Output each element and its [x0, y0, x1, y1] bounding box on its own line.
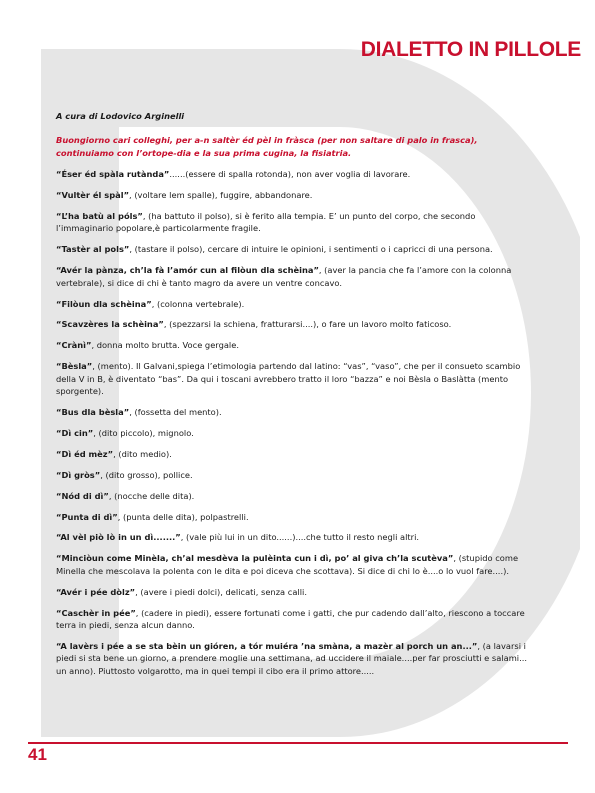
entry-term: “Vultèr él spàl”	[56, 190, 130, 201]
entry-term: “Bèsla”	[56, 361, 93, 372]
entry	[56, 318, 534, 330]
entry-term: “Nód di dì”	[56, 490, 109, 501]
entry-term: “Dì cin”	[56, 427, 94, 438]
entry-desc: , (colonna vertebrale).	[151, 298, 245, 309]
entry-desc: , (spezzarsi la schiena, fratturarsi....), o fare un lavoro molto faticoso.	[163, 319, 452, 330]
entry-desc: , (ha battuto il polso), si è ferito alla tempia. E’ un punto del corpo, che secondo l’immaginario popolare,è particolarmente fragile.	[56, 211, 476, 234]
entry	[56, 511, 534, 523]
entry	[56, 360, 534, 397]
entry	[56, 448, 534, 460]
entry-term: “Al vèl piò lò in un dì.......”	[56, 532, 181, 543]
entry-term: “Tastèr al pols”	[56, 244, 130, 255]
entry-desc: , (vale più lui in un dito......)....che tutto il resto negli altri.	[180, 532, 420, 543]
entry-desc: , (dito piccolo), mignolo.	[93, 427, 194, 438]
entry	[56, 607, 534, 632]
entry-desc: , (stupido come Minella che mescolava la polenta con le dita e poi diceva che scottava). Si dice di chi lo è....o lo vuol fare....).	[56, 553, 519, 576]
entry-term: “Avér la pànza, ch’la fà l’amór cun al filòun dla schèina”	[56, 265, 319, 276]
entry-desc: , (a lavarsi i piedi si sta bene un giorno, a prendere moglie una settimana, ad uccidere il maiale....per far prosciutti e salami... un anno). Piuttosto volgarotto, ma in quei tempi il cibo era il primo attore.....	[56, 640, 528, 676]
entry	[56, 552, 534, 577]
entry	[56, 189, 534, 201]
intro-paragraph: Buongiorno cari colleghi, per a-n saltèr éd pèl in fràsca (per non saltare di palo in frasca), continuiamo con l’ortope-dia e la sua prima cugina, la fisiatria.	[56, 135, 478, 158]
entry	[56, 640, 534, 677]
entry-desc: , (avere i piedi dolci), delicati, senza calli.	[135, 586, 307, 597]
author-line: A cura di Lodovico Arginelli	[56, 111, 185, 121]
entry-desc: , (fossetta del mento).	[129, 407, 222, 417]
entry-desc: , donna molto brutta. Voce gergale.	[91, 340, 239, 351]
article-body	[56, 110, 534, 686]
section-title: DIALETTO IN PILLOLE	[360, 38, 581, 61]
entry	[56, 339, 534, 351]
entry-term: “Avér i pée dòlz”	[56, 586, 136, 597]
page-number: 41	[28, 745, 47, 764]
entry-term: “Caschèr in pée”	[56, 607, 136, 618]
entry-desc: , (cadere in piedi), essere fortunati come i gatti, che pur cadendo dall’alto, riescono a toccare terra in piedi, senza alcun danno.	[56, 607, 525, 630]
entry-term: “L’ha batù al póls”	[56, 211, 143, 222]
entry-desc: ......(essere di spalla rotonda), non aver voglia di lavorare.	[169, 169, 411, 180]
entry	[56, 168, 534, 180]
entry	[56, 243, 534, 255]
entry-desc: , (dito medio).	[113, 448, 172, 459]
entry	[56, 469, 534, 481]
entry	[56, 427, 534, 439]
entry-desc: , (mento). Il Galvani,spiega l’etimologia partendo dal latino: “vas”, “vaso”, che per il consueto scambio della V in B, è diventato “bas”. Da qui i toscani avrebbero tratto il loro “bazza” e noi Bèsla o Baslàtta (mento sporgente).	[56, 361, 521, 397]
entry	[56, 298, 534, 310]
entry-term: “Crànì”	[56, 340, 92, 351]
entry	[56, 264, 534, 289]
entry	[56, 490, 534, 502]
entry-term: “Minciòun come Minèla, ch’al mesdèva la pulèinta cun i dì, po’ al giva ch’la scutèva”	[56, 553, 454, 564]
entry	[56, 210, 534, 235]
entry-term: “Punta di dì”	[56, 511, 118, 522]
entry	[56, 586, 534, 598]
entry-term: “Filòun dla schèina”	[56, 298, 152, 309]
entry-term: “Scavzères la schèina”	[56, 319, 164, 330]
entry-desc: , (nocche delle dita).	[108, 490, 195, 501]
entry	[56, 406, 534, 418]
entry	[56, 531, 534, 543]
entry-term: “A lavèrs i pée a se sta bèin un gióren, a tór muiéra ’na smàna, a mazèr al porch un an...”	[56, 640, 478, 651]
entry-term: “Éser éd spàla rutànda”	[56, 169, 170, 180]
entry-desc: , (voltare lem spalle), fuggire, abbandonare.	[129, 190, 313, 201]
entry-desc: , (aver la pancia che fa l’amore con la colonna vertebrale), si dice di chi è tanto magro da avere un ventre concavo.	[56, 265, 512, 288]
entry-desc: , (dito grosso), pollice.	[100, 469, 193, 480]
entry-term: “Bus dla bèsla”	[56, 407, 130, 417]
entry-term: “Dì gròs”	[56, 469, 101, 480]
footer-divider	[28, 742, 568, 744]
entry-term: “Dì éd mèz”	[56, 448, 114, 459]
entry-desc: , (tastare il polso), cercare di intuire le opinioni, i sentimenti o i capricci di una persona.	[129, 244, 493, 255]
entry-desc: , (punta delle dita), polpastrelli.	[117, 511, 249, 522]
